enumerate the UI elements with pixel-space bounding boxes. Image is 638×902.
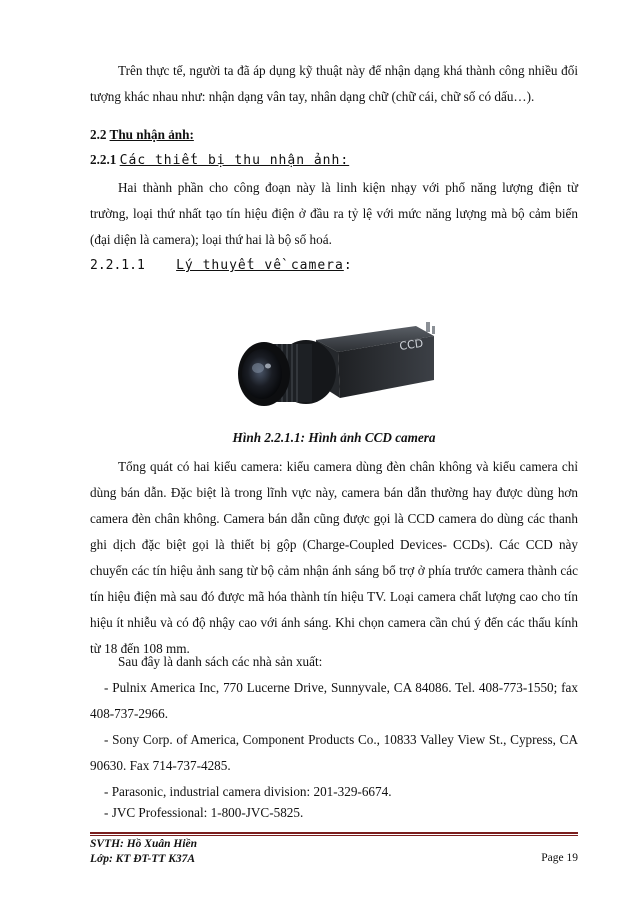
page-number: Page 19	[541, 852, 578, 864]
section-heading-2-2	[90, 127, 194, 143]
section-heading-2-2-1-1	[90, 258, 352, 273]
list-intro-paragraph: Sau đây là danh sách các nhà sản xuất:	[118, 654, 323, 669]
intro-paragraph: Trên thực tế, người ta đã áp dụng kỹ thuật này để nhận dạng khá thành công nhiều đối tượng khác nhau như: nhận dạng vân tay, nhân dạng chữ (chữ cái, chữ số có dấu…).	[90, 63, 578, 104]
subsection-number: 2.2.1	[90, 152, 117, 167]
footer-rule	[90, 832, 578, 834]
footer-rule-thin	[90, 835, 578, 836]
manufacturer-item: - Sony Corp. of America, Component Products Co., 10833 Valley View St., Cypress, CA 90630. Fax 714-737-4285.	[90, 732, 578, 773]
subsubsection-title: Lý thuyết về camera	[176, 258, 344, 273]
section-title: Thu nhận ảnh:	[109, 127, 194, 142]
section-number: 2.2	[90, 127, 107, 142]
subsubsection-colon: :	[343, 258, 352, 273]
subsection-title: Các thiết bị thu nhận ảnh:	[119, 153, 350, 168]
subsubsection-number: 2.2.1.1	[90, 258, 145, 273]
manufacturer-item: - Pulnix America Inc, 770 Lucerne Drive, Sunnyvale, CA 84086. Tel. 408-773-1550; fax 408-737-2966.	[90, 680, 578, 721]
devices-paragraph: Hai thành phần cho công đoạn này là linh kiện nhạy với phổ năng lượng điện từ trường, loại thứ nhất tạo tín hiệu điện ở đầu ra tỷ lệ với mức năng lượng mà bộ cảm biến (đại diện là camera); loại thứ hai là bộ số hoá.	[90, 180, 578, 247]
camera-illustration	[228, 318, 444, 418]
section-heading-2-2-1	[90, 152, 349, 168]
ccd-camera-image	[228, 318, 444, 418]
overview-paragraph: Tổng quát có hai kiểu camera: kiểu camera dùng đèn chân không và kiểu camera chỉ dùng bán dẫn. Đặc biệt là trong lĩnh vực này, camera bán dẫn thường hay được dùng hơn camera đèn chân không. Camera bán dẫn cũng được gọi là CCD camera do dùng các thanh ghi dịch đặc biệt gọi là thiết bị gộp (Charge-Coupled Devices- CCDs). Các CCD này chuyển các tín hiệu ảnh sang từ bộ cảm nhận ánh sáng bổ trợ ở phía trước camera thành các tín hiệu điện mà sau đó được mã hóa thành tín hiệu TV. Loại camera chất lượng cao cho tín hiệu ít nhiễu và có độ nhậy cao với ánh sáng. Khi chọn camera cần chú ý đến các thấu kính từ 18 đến 108 mm.	[90, 459, 578, 656]
figure-caption: Hình 2.2.1.1: Hình ảnh CCD camera	[232, 430, 436, 445]
ccd-label: CCD	[398, 336, 425, 353]
footer-class: Lớp: KT ĐT-TT K37A	[90, 853, 196, 865]
manufacturer-item: - Parasonic, industrial camera division: 201-329-6674.	[104, 784, 392, 799]
footer-author: SVTH: Hồ Xuân Hiền	[90, 838, 198, 850]
manufacturer-item: - JVC Professional: 1-800-JVC-5825.	[104, 805, 304, 820]
